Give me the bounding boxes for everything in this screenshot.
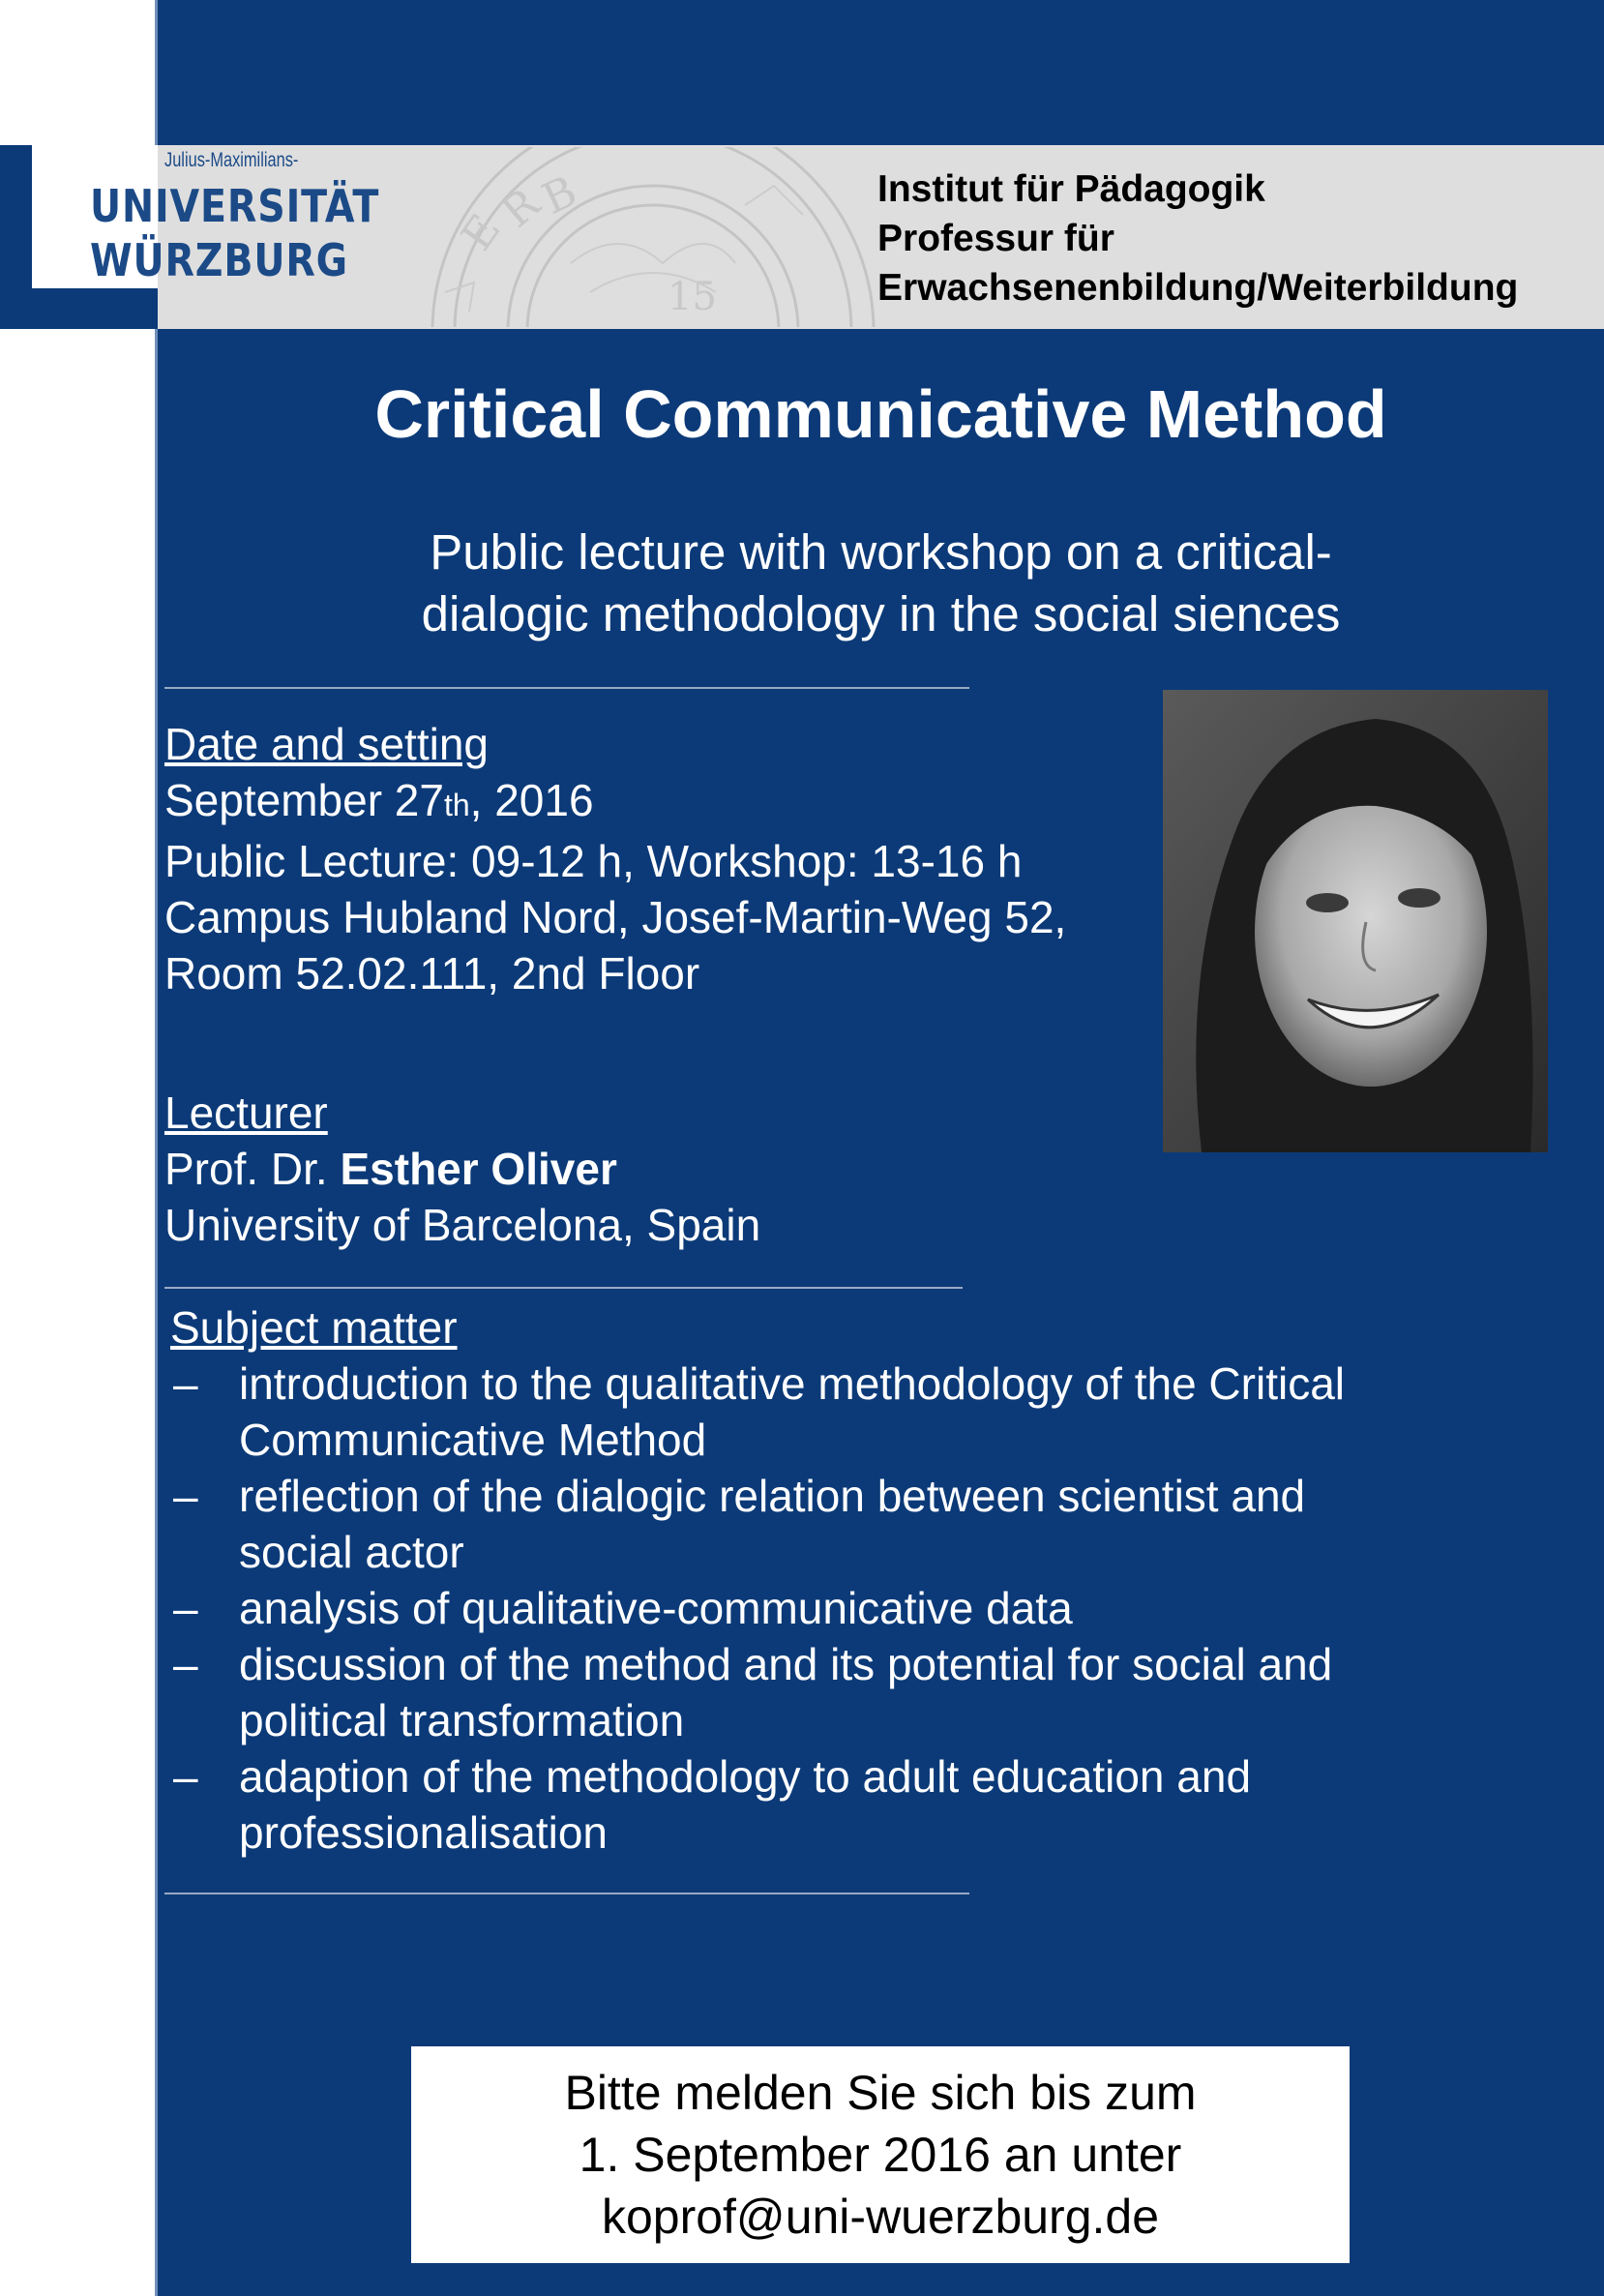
left-margin (0, 0, 158, 2296)
date-setting-heading: Date and setting (164, 719, 490, 769)
event-date-main: September 27 (164, 775, 444, 825)
dash-bullet: – (173, 1358, 198, 1409)
subject-matter-section (170, 1299, 1457, 1861)
notice-line-2: 1. September 2016 an unter (579, 2128, 1182, 2182)
list-item-line: social actor (239, 1527, 464, 1577)
dash-bullet: – (173, 1583, 198, 1633)
event-date-suffix: th (443, 788, 470, 822)
divider-middle (164, 1287, 963, 1289)
lecturer-affiliation: University of Barcelona, Spain (164, 1200, 761, 1250)
registration-notice (411, 2046, 1350, 2263)
svg-text:B: B (535, 166, 584, 224)
dash-bullet: – (173, 1751, 198, 1802)
svg-text:E: E (452, 205, 511, 260)
institute-name (877, 164, 1518, 313)
subject-list (170, 1356, 1457, 1861)
list-item (170, 1356, 1457, 1468)
date-setting-section (164, 716, 1066, 1001)
divider-top (164, 687, 969, 689)
poster-subtitle (158, 522, 1604, 645)
svg-text:R: R (492, 179, 550, 238)
poster-title: Critical Communicative Method (374, 376, 1387, 452)
subtitle-line-1: Public lecture with workshop on a critical- (430, 524, 1332, 580)
list-item (170, 1468, 1457, 1580)
notice-line-1: Bitte melden Sie sich bis zum (564, 2066, 1197, 2120)
list-item-line: adaption of the methodology to adult education and (239, 1751, 1252, 1802)
dash-bullet: – (173, 1639, 198, 1689)
lecturer-name-line (164, 1141, 760, 1197)
divider-bottom (164, 1893, 969, 1894)
list-item (170, 1580, 1457, 1636)
list-item-line: professionalisation (239, 1807, 609, 1858)
university-seal-watermark (426, 147, 880, 327)
list-item-line: political transformation (239, 1695, 685, 1745)
subject-matter-heading: Subject matter (170, 1302, 458, 1353)
svg-text:15: 15 (668, 275, 717, 319)
dash-bullet: – (173, 1471, 198, 1521)
logo-small-text: Julius-Maximilians- (164, 149, 299, 171)
event-date (164, 772, 1066, 833)
list-item (170, 1748, 1457, 1861)
list-item-line: reflection of the dialogic relation between scientist and (239, 1471, 1306, 1521)
list-item-line: analysis of qualitative-communicative data (239, 1583, 1073, 1633)
list-item (170, 1636, 1457, 1748)
event-room: Room 52.02.111, 2nd Floor (164, 948, 700, 999)
logo-line-2: WÜRZBURG (90, 234, 349, 286)
event-times: Public Lecture: 09-12 h, Workshop: 13-16 h (164, 836, 1023, 886)
list-item-line: introduction to the qualitative methodology of the Critical (239, 1358, 1345, 1409)
institute-line-2: Professur für (877, 218, 1114, 259)
lecturer-heading: Lecturer (164, 1088, 328, 1138)
list-item-line: Communicative Method (239, 1415, 707, 1465)
event-location: Campus Hubland Nord, Josef-Martin-Weg 52, (164, 892, 1067, 942)
institute-line-1: Institut für Pädagogik (877, 168, 1265, 210)
list-item-line: discussion of the method and its potential for social and (239, 1639, 1333, 1689)
lecturer-section (164, 1085, 760, 1253)
institute-line-3: Erwachsenenbildung/Weiterbildung (877, 267, 1519, 309)
lecturer-photo (1163, 690, 1548, 1152)
lecturer-title: Prof. Dr. (164, 1144, 341, 1194)
lecturer-name: Esther Oliver (340, 1144, 617, 1194)
event-date-year: , 2016 (469, 775, 594, 825)
logo-line-1: UNIVERSITÄT (90, 180, 380, 232)
contact-email: koprof@uni-wuerzburg.de (601, 2190, 1160, 2244)
panel-border (155, 0, 158, 2296)
subtitle-line-2: dialogic methodology in the social siences (421, 586, 1341, 641)
